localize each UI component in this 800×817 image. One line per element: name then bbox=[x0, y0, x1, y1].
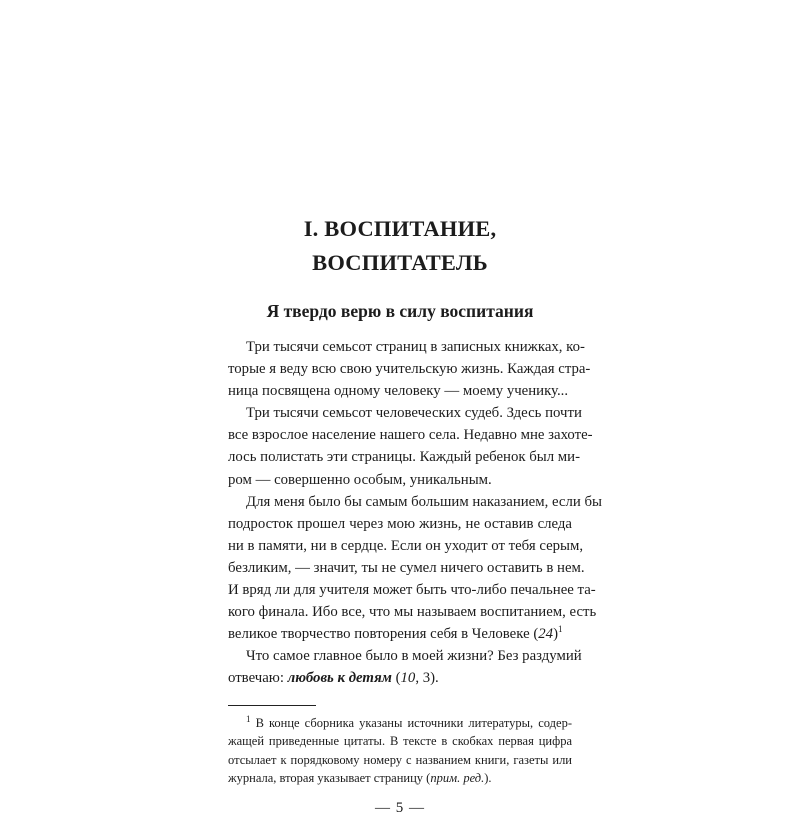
citation-ref: 10 bbox=[400, 670, 416, 687]
paragraph bbox=[228, 336, 591, 402]
citation-ref: 24 bbox=[538, 626, 554, 643]
text-run: ). bbox=[484, 771, 492, 786]
chapter-title: I. ВОСПИТАНИЕ, ВОСПИТАТЕЛЬ bbox=[303, 216, 497, 275]
body-text bbox=[228, 336, 602, 690]
text-line: ница посвящена одному человеку — моему ученику... bbox=[228, 383, 569, 400]
footnote-line bbox=[228, 769, 572, 788]
text-line: лось полистать эти страницы. Каждый ребенок был ми- bbox=[228, 449, 581, 466]
editor-note: прим. ред. bbox=[430, 771, 485, 786]
text-line: Три тысячи семьсот страниц в записных книжках, ко- bbox=[246, 339, 585, 355]
paragraph bbox=[228, 645, 582, 689]
text-run: великое творчество повторения себя в Человеке ( bbox=[228, 626, 539, 643]
footnote-divider bbox=[228, 705, 316, 706]
footnote-marker: 1 bbox=[246, 713, 251, 724]
text-line: безликим, — значит, ты не сумел ничего оставить в нем. bbox=[228, 559, 585, 576]
footnote bbox=[228, 714, 572, 788]
footnote-marker: 1 bbox=[558, 624, 563, 635]
text-line: ром — совершенно особым, уникальным. bbox=[228, 471, 492, 488]
text-line: Что самое главное было в моей жизни? Без раздумий bbox=[246, 648, 582, 665]
text-run: ) bbox=[553, 626, 558, 643]
text-line: ни в памяти, ни в сердце. Если он уходит от тебя серым, bbox=[228, 537, 584, 554]
paragraph bbox=[228, 491, 602, 646]
text-line: все взрослое население нашего села. Недавно мне захоте- bbox=[228, 427, 593, 444]
footnote-line bbox=[228, 714, 572, 733]
text-line: торые я веду всю свою учительскую жизнь. Каждая стра- bbox=[228, 361, 591, 378]
text-run: ( bbox=[391, 670, 401, 687]
text-line: Три тысячи семьсот человеческих судеб. Здесь почти bbox=[246, 405, 582, 422]
text-line: Для меня было бы самым большим наказанием, если бы bbox=[246, 493, 602, 510]
footnote-line: жащей приведенные цитаты. В тексте в скобках первая цифра bbox=[228, 734, 572, 749]
text-run: В конце сборника указаны источники литературы, содер- bbox=[255, 715, 572, 730]
footnote-line: отсылает к порядковому номеру с названием книги, газеты или bbox=[228, 752, 572, 767]
paragraph bbox=[228, 402, 593, 490]
text-run: , 3). bbox=[415, 670, 439, 687]
book-page bbox=[228, 212, 602, 817]
section-title: Я твердо верю в силу воспитания bbox=[266, 301, 534, 321]
emphasis-text: любовь к детям bbox=[287, 670, 392, 687]
page-number: — 5 — bbox=[375, 799, 425, 816]
text-line bbox=[228, 623, 572, 645]
text-line: кого финала. Ибо все, что мы называем воспитанием, есть bbox=[228, 604, 597, 621]
text-run: отвечаю: bbox=[228, 670, 288, 687]
text-line bbox=[228, 667, 572, 689]
text-run: журнала, вторая указывает страницу ( bbox=[228, 771, 431, 786]
text-line: подросток прошел через мою жизнь, не оставив следа bbox=[228, 515, 572, 532]
text-line: И вряд ли для учителя может быть что-либо печальнее та- bbox=[228, 582, 596, 599]
